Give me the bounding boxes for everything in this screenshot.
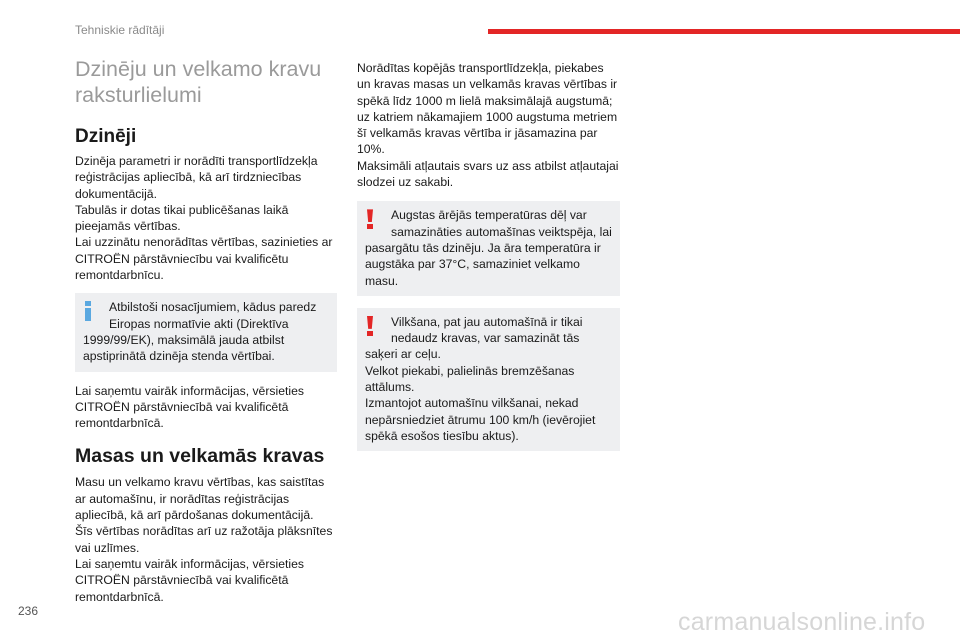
info-box-text-rest: 1999/99/EK), maksimālā jauda atbilst apstiprinātā dzinēja stenda vērtībai.	[83, 332, 285, 364]
header-accent-bar	[488, 29, 960, 34]
engines-contact-paragraph: Lai saņemtu vairāk informācijas, vērsieties CITROËN pārstāvniecībā vai kvalificētā remontdarbnīcā.	[75, 383, 304, 431]
info-box-text-first: Atbilstoši nosacījumiem, kādus paredz Eiropas normatīvie akti (Direktīva	[109, 300, 317, 331]
engines-heading: Dzinēji	[75, 126, 137, 147]
left-column	[75, 56, 337, 605]
warning-box-temperature	[357, 201, 620, 295]
warning-icon	[367, 209, 373, 229]
warning-temperature-text-first: Augstas ārējās temperatūras dēļ var samazināties automašīnas veiktspēja, lai	[391, 208, 612, 239]
header-section-label: Tehniskie rādītāji	[75, 23, 165, 37]
warning-box-towing	[357, 308, 620, 451]
warning-towing-text-rest: saķeri ar ceļu. Velkot piekabi, palielinās bremzēšanas attālums. Izmantojot automašīnu vilkšanai, nekad nepārsniedziet ātrumu 100 km/h (ievērojiet spēkā esošos tiesību aktus).	[365, 347, 596, 443]
masses-paragraph: Masu un velkamo kravu vērtības, kas saistītas ar automašīnu, ir norādītas reģistrācijas apliecībā, kā arī pārdošanas dokumentācijā. Šīs vērtības norādītas arī uz ražotāja plāksnītes vai uzlīmes. Lai saņemtu vairāk informācijas, vērsieties CITROËN pārstāvniecībā vai kvalificētā remontdarbnīcā.	[75, 475, 333, 604]
warning-icon	[367, 316, 373, 336]
info-icon	[85, 301, 91, 321]
right-column	[357, 60, 620, 451]
info-box	[75, 293, 337, 371]
page-title: Dzinēju un velkamo kravu raksturlielumi	[75, 57, 322, 107]
warning-towing-text-first: Vilkšana, pat jau automašīnā ir tikai nedaudz kravas, var samazināt tās	[391, 314, 583, 346]
masses-heading: Masas un velkamās kravas	[75, 445, 325, 468]
towing-paragraph: Norādītas kopējās transportlīdzekļa, piekabes un kravas masas un velkamās kravas vērtības ir spēkā līdz 1000 m lielā maksimālajā augstumā; uz katriem nākamajiem 1000 augstuma metriem šī velkamās kravas vērtība ir jāsamazina par 10%. Maksimāli atļautais svars uz ass atbilst atļautajai slodzei uz sakabi.	[357, 61, 619, 190]
page-number: 236	[18, 604, 39, 618]
engines-paragraph: Dzinēja parametri ir norādīti transportlīdzekļa reģistrācijas apliecībā, kā arī tirdzniecības dokumentācijā. Tabulās ir dotas tikai publicēšanas laikā pieejamās vērtības. Lai uzzinātu nenorādītas vērtības, sazinieties ar CITROËN pārstāvniecību vai kvalificētu remontdarbnīcu.	[75, 154, 333, 283]
watermark: carmanualsonline.info	[678, 608, 926, 636]
warning-temperature-text-rest: pasargātu tās dzinēju. Ja āra temperatūra ir augstāka par 37°C, samaziniet velkamo masu.	[365, 240, 601, 288]
